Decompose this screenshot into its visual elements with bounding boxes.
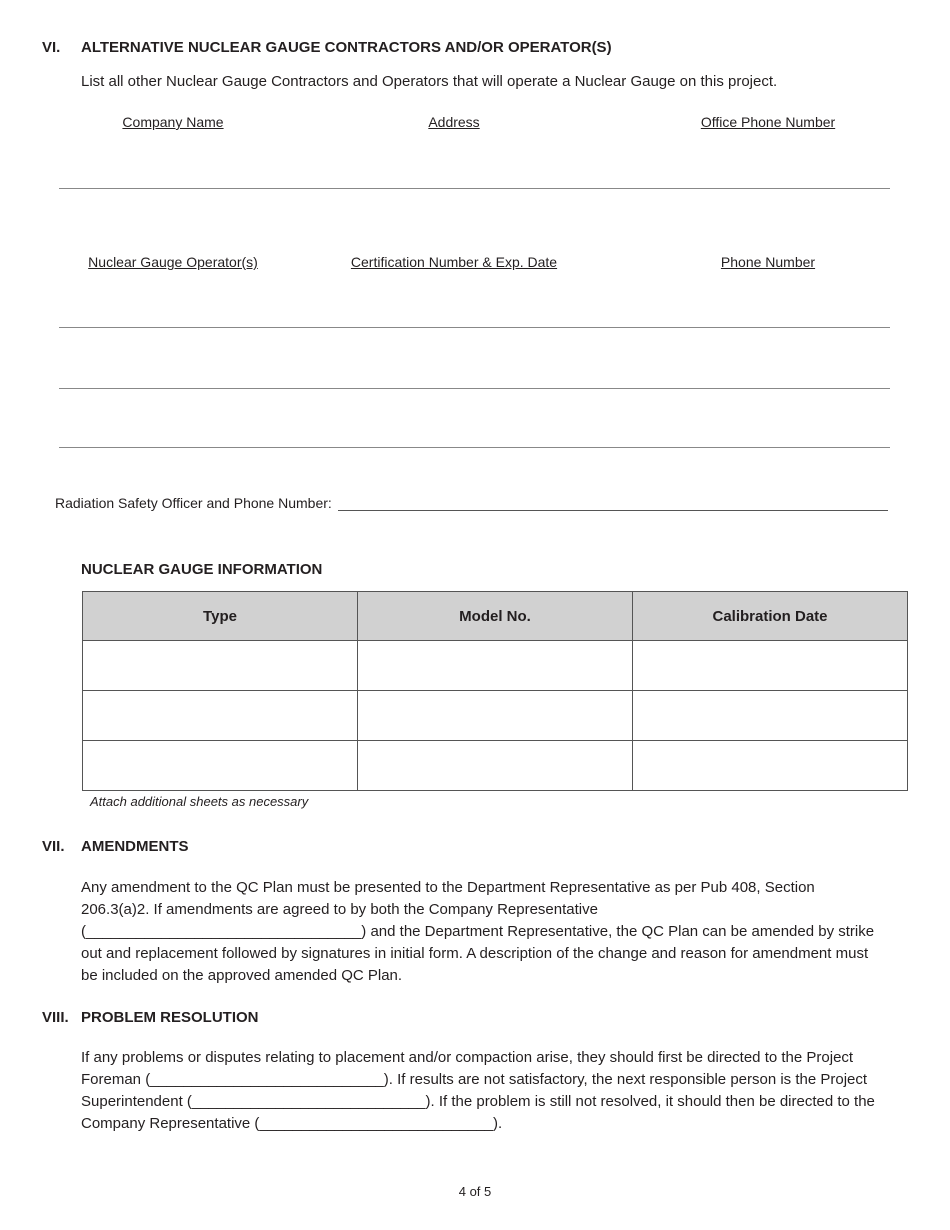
section-7-number: VII. bbox=[42, 838, 65, 855]
table-row bbox=[83, 741, 908, 791]
section-6-instruction: List all other Nuclear Gauge Contractors and Operators that will operate a Nuclear Gauge on this project. bbox=[81, 73, 778, 90]
section-8-number: VIII. bbox=[42, 1009, 69, 1026]
address-header: Address bbox=[428, 114, 480, 130]
table-cell[interactable] bbox=[83, 691, 358, 741]
rso-input-line[interactable] bbox=[338, 510, 888, 511]
table-cell[interactable] bbox=[633, 691, 908, 741]
paragraph-line: Superintendent (____________________________). If the problem is still not resolved, it should then be directed to the bbox=[81, 1093, 875, 1110]
gauge-info-heading: NUCLEAR GAUGE INFORMATION bbox=[81, 561, 323, 578]
amendments-paragraph bbox=[81, 877, 909, 987]
problem-resolution-paragraph bbox=[81, 1047, 909, 1135]
paragraph-line: Foreman (____________________________). If results are not satisfactory, the next responsible person is the Project bbox=[81, 1071, 868, 1088]
office-phone-header: Office Phone Number bbox=[700, 114, 836, 130]
paragraph-line: Company Representative (____________________________). bbox=[81, 1115, 503, 1132]
table-cell[interactable] bbox=[633, 741, 908, 791]
company-name-header: Company Name bbox=[122, 114, 224, 130]
operator-entry-line[interactable] bbox=[59, 388, 890, 389]
section-7-title: AMENDMENTS bbox=[81, 838, 189, 855]
paragraph-line: be included on the approved amended QC Plan. bbox=[81, 967, 403, 984]
paragraph-line: out and replacement followed by signatures in initial form. A description of the change and reason for amendment must bbox=[81, 945, 869, 962]
table-cell[interactable] bbox=[83, 741, 358, 791]
section-8-title: PROBLEM RESOLUTION bbox=[81, 1009, 259, 1026]
page-number: 4 of 5 bbox=[458, 1184, 492, 1199]
attach-sheets-note: Attach additional sheets as necessary bbox=[90, 794, 309, 809]
section-6-number: VI. bbox=[42, 39, 61, 56]
table-row bbox=[83, 691, 908, 741]
operator-entry-line[interactable] bbox=[59, 327, 890, 328]
section-6-title: ALTERNATIVE NUCLEAR GAUGE CONTRACTORS AND/OR OPERATOR(S) bbox=[81, 39, 612, 56]
gauge-table bbox=[82, 591, 908, 791]
contractor-entry-line[interactable] bbox=[59, 188, 890, 189]
paragraph-line: 206.3(a)2. If amendments are agreed to by both the Company Representative bbox=[81, 901, 598, 918]
table-cell[interactable] bbox=[358, 741, 633, 791]
operator-entry-line[interactable] bbox=[59, 447, 890, 448]
model-column-header: Model No. bbox=[358, 592, 633, 641]
paragraph-line: If any problems or disputes relating to placement and/or compaction arise, they should first be directed to the Project bbox=[81, 1049, 854, 1066]
table-cell[interactable] bbox=[358, 641, 633, 691]
type-column-header: Type bbox=[83, 592, 358, 641]
table-cell[interactable] bbox=[633, 641, 908, 691]
paragraph-line: Any amendment to the QC Plan must be presented to the Department Representative as per Pub 408, Section bbox=[81, 879, 815, 896]
calibration-column-header: Calibration Date bbox=[633, 592, 908, 641]
operator-header: Nuclear Gauge Operator(s) bbox=[88, 254, 258, 270]
rso-label: Radiation Safety Officer and Phone Number: bbox=[55, 495, 332, 511]
table-row bbox=[83, 641, 908, 691]
certification-header: Certification Number & Exp. Date bbox=[350, 254, 558, 270]
phone-number-header: Phone Number bbox=[720, 254, 816, 270]
paragraph-line: (_________________________________) and the Department Representative, the QC Plan can be amended by strike bbox=[81, 923, 875, 940]
table-cell[interactable] bbox=[83, 641, 358, 691]
table-cell[interactable] bbox=[358, 691, 633, 741]
